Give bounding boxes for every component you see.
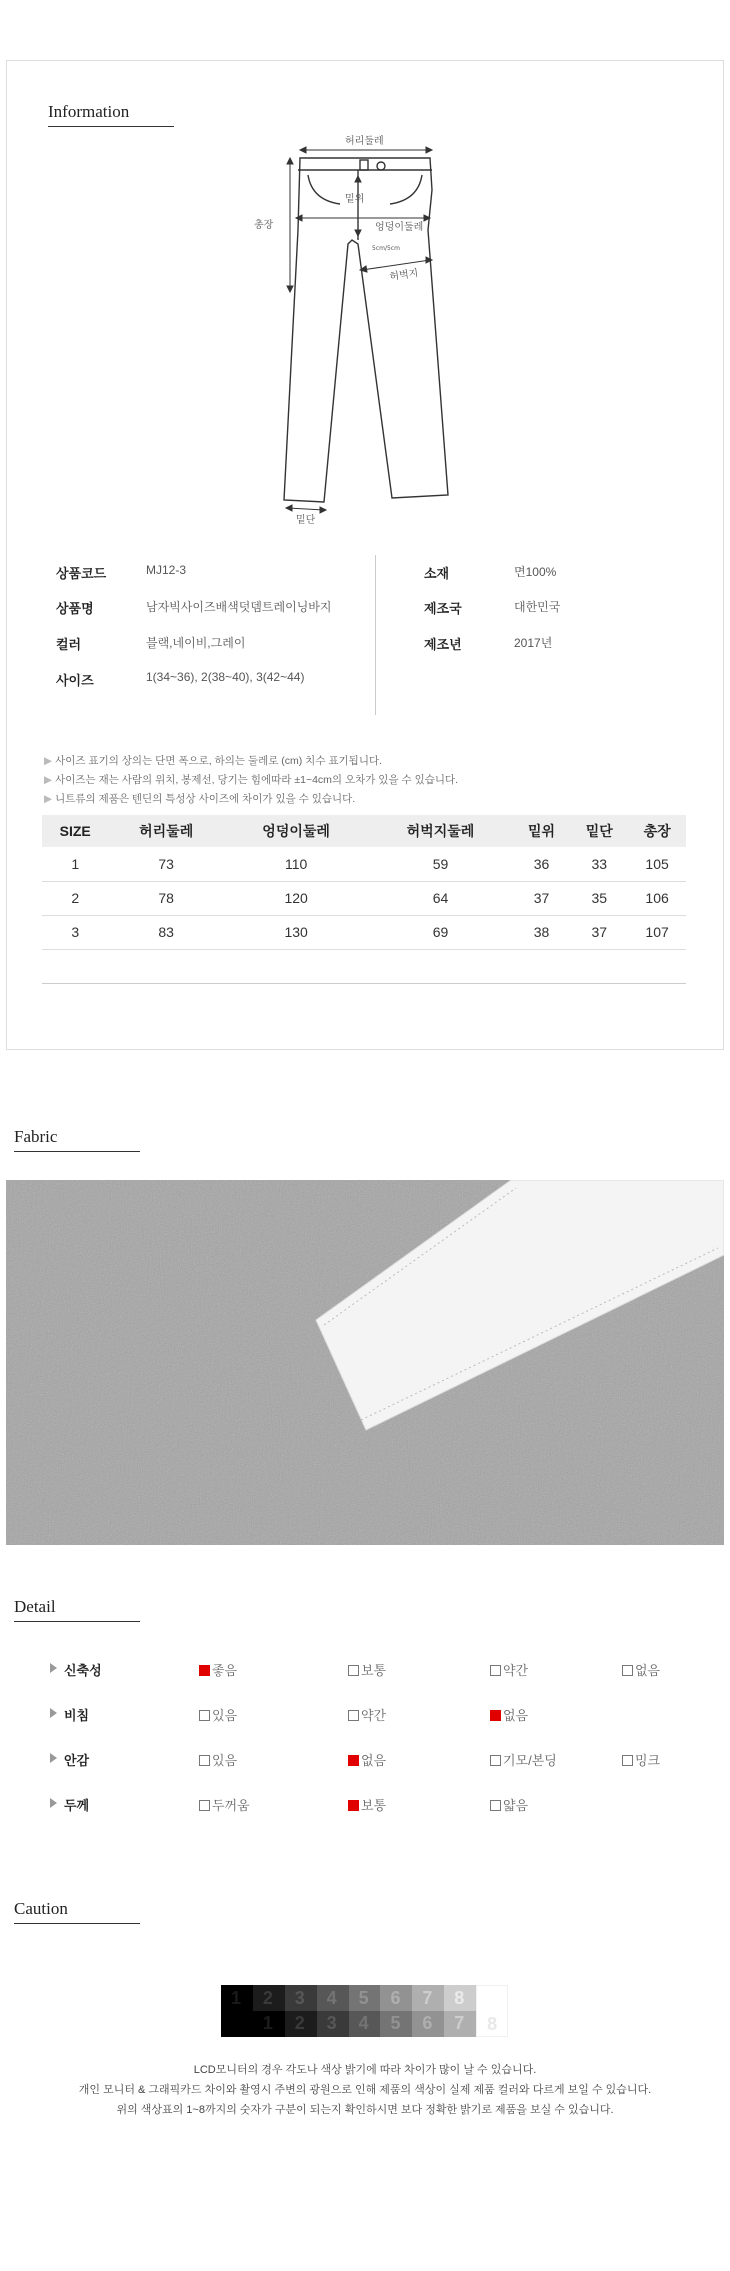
option-checkbox: 약간 [490, 1660, 528, 1679]
table-row: 3 83 130 69 38 37 107 [42, 915, 686, 949]
bullet-arrow-icon [50, 1753, 57, 1763]
table-header-row [42, 815, 686, 847]
label-hip: 엉덩이둘레 [375, 222, 424, 233]
option-checkbox: 없음 [622, 1660, 660, 1679]
gray-cell: 3 2 [285, 1985, 317, 2037]
caution-title: Caution [14, 1899, 68, 1919]
gray-cell: 6 5 [380, 1985, 412, 2037]
detail-title: Detail [14, 1597, 56, 1617]
size-table [42, 815, 686, 984]
label-waist: 허리둘레 [345, 136, 384, 147]
option-checkbox: 약간 [348, 1705, 386, 1724]
option-checkbox: 보통 [348, 1660, 386, 1679]
note-item: ▶ 사이즈는 재는 사람의 위치, 봉제선, 당기는 힘에따라 ±1~4cm의 오차가 있을 수 있습니다. [44, 774, 459, 786]
detail-row-sheerness: 비침 있음 약간 없음 [50, 1705, 690, 1727]
pants-measurement-diagram [240, 130, 500, 530]
gray-cell: 7 6 [412, 1985, 444, 2037]
size-notes [44, 752, 458, 809]
gray-cell: 8 [476, 1985, 508, 2037]
table-header: 총장 [628, 815, 686, 847]
option-checkbox: 두꺼움 [199, 1795, 250, 1814]
gray-cell: 4 3 [317, 1985, 349, 2037]
option-checkbox: 얇음 [490, 1795, 528, 1814]
spec-divider [375, 555, 376, 715]
option-checkbox: 기모/본딩 [490, 1750, 557, 1769]
fabric-title: Fabric [14, 1127, 57, 1147]
bullet-arrow-icon [50, 1663, 57, 1673]
table-header: 밑단 [570, 815, 628, 847]
option-checkbox: 없음 [348, 1750, 386, 1769]
detail-row-thickness: 두께 두꺼움 보통 얇음 [50, 1795, 690, 1817]
note-item: ▶ 사이즈 표기의 상의는 단면 폭으로, 하의는 둘레로 (cm) 치수 표기됩니다. [44, 755, 383, 767]
table-header: SIZE [42, 815, 108, 847]
information-title: Information [48, 102, 129, 122]
label-thigh: 허벅지 [388, 268, 420, 283]
table-row: 2 78 120 64 37 35 106 [42, 881, 686, 915]
fabric-photo [6, 1180, 724, 1545]
label-cm-note: 5cm/5cm [372, 245, 400, 252]
pants-outline [284, 158, 448, 502]
detail-row-elasticity: 신축성 좋음 보통 약간 없음 [50, 1660, 690, 1682]
detail-row-lining: 안감 있음 없음 기모/본딩 밍크 [50, 1750, 690, 1772]
gray-cell: 5 4 [349, 1985, 381, 2037]
table-row: 1 73 110 59 36 33 105 [42, 847, 686, 881]
table-header: 허벅지둘레 [368, 815, 512, 847]
bullet-arrow-icon [50, 1708, 57, 1718]
option-checkbox: 있음 [199, 1705, 237, 1724]
table-header: 허리둘레 [108, 815, 224, 847]
label-rise: 밑위 [345, 194, 365, 205]
caution-text: LCD모니터의 경우 각도나 색상 밝기에 따라 차이가 많이 날 수 있습니다. 개인 모니터 & 그래픽카드 차이와 촬영시 주변의 광원으로 인해 제품의 색상이 실제 제품 컬러와 다르게 보일 수 있습니다. 위의 색상표의 1~8까지의 숫자가 구분이 되는지 확인하시면 보다 정확한 밝기로 제품을 보실 수 있습니다. [78, 2064, 652, 2116]
gray-scale-chart [221, 1985, 508, 2037]
table-row-empty [42, 949, 686, 983]
label-total-length: 총장 [254, 220, 274, 231]
label-hem: 밑단 [296, 515, 316, 526]
option-checkbox: 좋음 [199, 1660, 237, 1679]
gray-cell: 1 [221, 1985, 253, 2037]
gray-cell: 8 7 [444, 1985, 476, 2037]
option-checkbox: 있음 [199, 1750, 237, 1769]
note-item: ▶ 니트류의 제품은 텐딘의 특성상 사이즈에 차이가 있을 수 있습니다. [44, 793, 356, 805]
table-header: 엉덩이둘레 [224, 815, 368, 847]
bullet-arrow-icon [50, 1798, 57, 1808]
gray-cell: 2 1 [253, 1985, 285, 2037]
option-checkbox: 없음 [490, 1705, 528, 1724]
table-header: 밑위 [513, 815, 571, 847]
option-checkbox: 밍크 [622, 1750, 660, 1769]
option-checkbox: 보통 [348, 1795, 386, 1814]
